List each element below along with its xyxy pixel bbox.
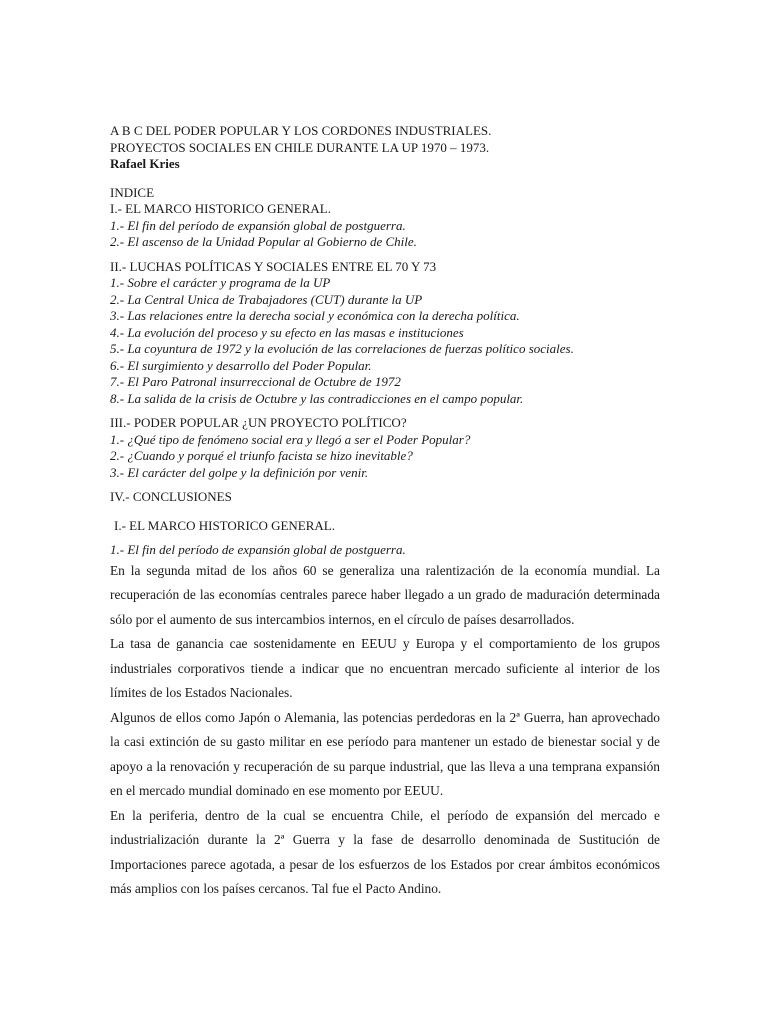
index-item: 3.- Las relaciones entre la derecha social y económica con la derecha política. — [110, 308, 520, 323]
index-item: 5.- La coyuntura de 1972 y la evolución de las correlaciones de fuerzas político sociales. — [110, 341, 574, 356]
index-item: 4.- La evolución del proceso y su efecto en las masas e instituciones — [110, 324, 464, 340]
index-item: 1.- El fin del período de expansión global de postguerra. — [110, 217, 406, 233]
index-section-title: IV.- CONCLUSIONES — [110, 489, 232, 504]
index-item: 7.- El Paro Patronal insurreccional de Octubre de 1972 — [110, 374, 401, 389]
subsection-heading: 1.- El fin del período de expansión global de postguerra. — [110, 542, 406, 557]
index-item: 2.- El ascenso de la Unidad Popular al Gobierno de Chile. — [110, 234, 417, 249]
index-item: 1.- ¿Qué tipo de fenómeno social era y llegó a ser el Poder Popular? — [110, 431, 471, 447]
body-text — [110, 559, 660, 902]
body-paragraph: En la periferia, dentro de la cual se encuentra Chile, el período de expansión del mercado e industrialización durante la 2ª Guerra y la fase de desarrollo denominada de Sustitución de Importaciones parece agotada, a pesar de los esfuerzos de los Estados por crear ámbitos económicos más amplios con los países cercanos. Tal fue el Pacto Andino. — [110, 807, 660, 896]
body-paragraph: La tasa de ganancia cae sostenidamente en EEUU y Europa y el comportamiento de los grupos industriales corporativos tiende a indicar que no encuentran mercado suficiente al interior de los límites de los Estados Nacionales. — [110, 636, 660, 700]
table-of-contents — [110, 185, 660, 506]
index-item: 1.- Sobre el carácter y programa de la UP — [110, 275, 331, 290]
index-section-title: I.- EL MARCO HISTORICO GENERAL. — [110, 201, 331, 216]
index-section-title: III.- PODER POPULAR ¿UN PROYECTO POLÍTICO? — [110, 415, 407, 430]
body-paragraph: En la segunda mitad de los años 60 se generaliza una ralentización de la economía mundial. La recuperación de las economías centrales parece haber llegado a un grado de maduración determinada sólo por el aumento de sus intercambios internos, en el círculo de países desarrollados. — [110, 562, 660, 627]
index-heading: INDICE — [110, 184, 155, 200]
index-item: 8.- La salida de la crisis de Octubre y las contradicciones en el campo popular. — [110, 390, 524, 406]
section-heading: I.- EL MARCO HISTORICO GENERAL. — [114, 517, 335, 533]
author-name: Rafael Kries — [110, 156, 180, 171]
document-page — [110, 123, 660, 902]
index-item: 6.- El surgimiento y desarrollo del Poder Popular. — [110, 357, 372, 373]
index-item: 2.- La Central Unica de Trabajadores (CUT) durante la UP — [110, 291, 423, 307]
body-paragraph: Algunos de ellos como Japón o Alemania, las potencias perdedoras en la 2ª Guerra, han aprovechado la casi extinción de su gasto militar en ese período para mantener un estado de bienestar social y de apoyo a la renovación y recuperación de su parque industrial, que las lleva a una temprana expansión en el mercado mundial dominado en ese momento por EEUU. — [110, 709, 660, 798]
index-item: 2.- ¿Cuando y porqué el triunfo facista se hizo inevitable? — [110, 448, 413, 463]
document-subtitle: PROYECTOS SOCIALES EN CHILE DURANTE LA UP 1970 – 1973. — [110, 139, 490, 155]
document-title: A B C DEL PODER POPULAR Y LOS CORDONES INDUSTRIALES. — [110, 123, 492, 138]
index-section-title: II.- LUCHAS POLÍTICAS Y SOCIALES ENTRE EL 70 Y 73 — [110, 258, 437, 274]
index-item: 3.- El carácter del golpe y la definición por venir. — [110, 464, 369, 480]
